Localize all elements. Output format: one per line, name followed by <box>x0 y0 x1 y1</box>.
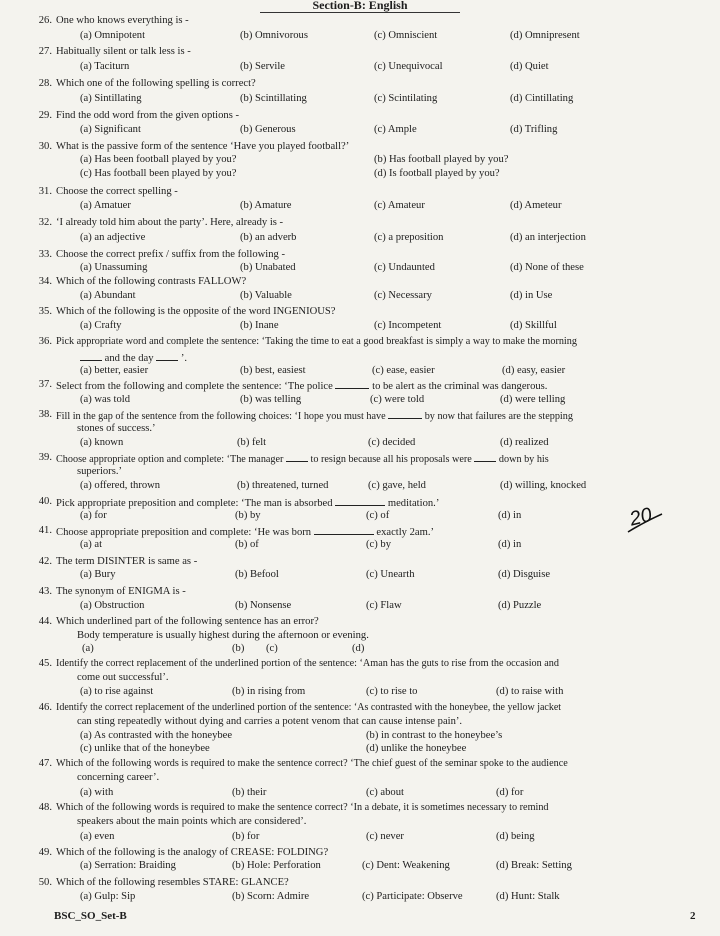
set-code: BSC_SO_Set-B <box>54 910 127 922</box>
options-31 <box>0 200 720 212</box>
question-text: Choose the correct prefix / suffix from the following - <box>56 249 285 260</box>
question-text: The synonym of ENIGMA is - <box>56 586 186 597</box>
question-text: What is the passive form of the sentence ‘Have you played football?’ <box>56 141 350 152</box>
question-29 <box>30 110 710 122</box>
question-number: 49. <box>38 847 52 858</box>
question-45-line2: come out successful’. <box>77 672 169 683</box>
option-d: (d) realized <box>500 437 549 448</box>
question-47 <box>30 758 720 770</box>
options-28 <box>0 93 720 105</box>
option-a: (a) As contrasted with the honeybee <box>80 730 233 741</box>
option-b: (b) their <box>232 787 267 798</box>
question-number: 37. <box>38 379 52 390</box>
question-text-b: exactly 2am.’ <box>376 527 435 538</box>
label-c: (c) <box>266 643 278 654</box>
option-a: (a) known <box>80 437 124 448</box>
option-b: (b) an adverb <box>240 232 297 243</box>
option-d: (d) unlike the honeybee <box>366 743 467 754</box>
option-a: (a) Bury <box>80 569 116 580</box>
options-29 <box>0 124 720 136</box>
option-a: (a) Unassuming <box>80 262 148 273</box>
question-34 <box>30 276 710 288</box>
question-number: 30. <box>38 141 52 152</box>
question-text <box>56 525 434 539</box>
option-c: (c) Has football been played by you? <box>80 168 237 179</box>
option-a: (a) Has been football played by you? <box>80 154 237 165</box>
option-a: (a) for <box>80 510 107 521</box>
option-c: (c) about <box>366 787 404 798</box>
question-38 <box>30 409 720 421</box>
option-b: (b) felt <box>237 437 267 448</box>
question-49 <box>30 847 710 859</box>
label-b: (b) <box>232 643 245 654</box>
option-c: (c) Flaw <box>366 600 402 611</box>
question-33 <box>30 249 710 261</box>
answer-blank <box>474 452 496 462</box>
option-c: (c) were told <box>370 394 425 405</box>
options-42 <box>0 569 720 581</box>
answer-blank <box>156 351 178 361</box>
question-text <box>56 496 439 510</box>
question-text <box>56 452 549 466</box>
option-a: (a) offered, thrown <box>80 480 161 491</box>
option-b: (b) Befool <box>235 569 279 580</box>
options-48 <box>0 831 720 843</box>
answer-blank <box>388 409 422 419</box>
option-b: (b) threatened, turned <box>237 480 329 491</box>
question-text-2b: ’. <box>180 353 187 364</box>
option-b: (b) Nonsense <box>235 600 292 611</box>
question-48 <box>30 802 720 814</box>
option-a: (a) at <box>80 539 103 550</box>
question-text: Which of the following words is required to make the sentence correct? ‘In a debate, it is sometimes necessary to remind <box>56 802 549 813</box>
question-26 <box>30 15 710 27</box>
question-27 <box>30 46 710 58</box>
options-39 <box>0 480 720 492</box>
option-b: (b) by <box>235 510 261 521</box>
question-number: 33. <box>38 249 52 260</box>
question-30 <box>30 141 710 153</box>
question-40 <box>30 496 630 508</box>
option-d: (d) Break: Setting <box>496 860 572 871</box>
question-35 <box>30 306 710 318</box>
question-46 <box>30 702 720 714</box>
question-number: 31. <box>38 186 52 197</box>
question-text-a: Pick appropriate preposition and complete: ‘The man is absorbed <box>56 498 333 509</box>
option-d: (d) being <box>496 831 535 842</box>
option-d: (d) Skillful <box>510 320 557 331</box>
option-c: (c) of <box>366 510 390 521</box>
question-number: 47. <box>38 758 52 769</box>
answer-blank <box>335 379 369 389</box>
question-text: Which of the following contrasts FALLOW? <box>56 276 247 287</box>
option-c: (c) Unequivocal <box>374 61 443 72</box>
question-44-labels <box>0 643 400 655</box>
question-number: 29. <box>38 110 52 121</box>
option-a: (a) Serration: Braiding <box>80 860 176 871</box>
option-c: (c) Ample <box>374 124 417 135</box>
option-c: (c) gave, held <box>368 480 426 491</box>
option-b: (b) was telling <box>240 394 302 405</box>
question-28 <box>30 78 710 90</box>
option-d: (d) Hunt: Stalk <box>496 891 560 902</box>
option-b: (b) Valuable <box>240 290 292 301</box>
option-a: (a) better, easier <box>80 365 149 376</box>
question-text-a: Select from the following and complete the sentence: ‘The police <box>56 381 333 392</box>
question-number: 34. <box>38 276 52 287</box>
option-d: (d) were telling <box>500 394 566 405</box>
option-c: (c) to rise to <box>366 686 418 697</box>
option-d: (d) None of these <box>510 262 584 273</box>
question-text-a: Choose appropriate preposition and complete: ‘He was born <box>56 527 312 538</box>
answer-blank <box>286 452 308 462</box>
page-number: 2 <box>690 910 696 922</box>
option-b: (b) Hole: Perforation <box>232 860 321 871</box>
option-d: (d) to raise with <box>496 686 564 697</box>
question-number: 38. <box>38 409 52 420</box>
options-38 <box>0 437 720 449</box>
question-number: 44. <box>38 616 52 627</box>
question-text: Which one of the following spelling is correct? <box>56 78 256 89</box>
option-b: (b) for <box>232 831 260 842</box>
options-50 <box>0 891 720 903</box>
option-b: (b) Servile <box>240 61 286 72</box>
question-text: Which of the following is the analogy of CREASE: FOLDING? <box>56 847 329 858</box>
option-b: (b) best, easiest <box>240 365 306 376</box>
handwritten-score-text: 20 <box>627 503 655 531</box>
option-d: (d) Disguise <box>498 569 551 580</box>
options-30-row1 <box>0 154 720 166</box>
options-36 <box>0 365 720 377</box>
question-text-b: meditation.’ <box>387 498 440 509</box>
option-a: (a) Significant <box>80 124 141 135</box>
option-d: (d) easy, easier <box>502 365 566 376</box>
question-46-line2: can sting repeatedly without dying and carries a potent venom that can cause intense pain’. <box>77 716 463 727</box>
question-number: 42. <box>38 556 52 567</box>
options-26 <box>0 30 720 42</box>
question-text-a: Fill in the gap of the sentence from the following choices: ‘I hope you must have <box>56 411 386 422</box>
option-b: (b) of <box>235 539 259 550</box>
handwritten-score-mark <box>626 498 666 538</box>
question-text: Pick appropriate word and complete the sentence: ‘Taking the time to eat a good breakfast is simply a way to make the morning <box>56 336 577 347</box>
question-48-line2: speakers about the main points which are considered’. <box>77 816 307 827</box>
question-number: 35. <box>38 306 52 317</box>
option-a: (a) an adjective <box>80 232 146 243</box>
option-b: (b) Scorn: Admire <box>232 891 310 902</box>
question-44-sentence: Body temperature is usually highest during the afternoon or evening. <box>77 630 369 641</box>
option-d: (d) for <box>496 787 524 798</box>
option-d: (d) willing, knocked <box>500 480 587 491</box>
question-32 <box>30 217 710 229</box>
option-d: (d) Ameteur <box>510 200 562 211</box>
option-d: (d) Is football played by you? <box>374 168 500 179</box>
options-27 <box>0 61 720 73</box>
question-text: One who knows everything is - <box>56 15 189 26</box>
options-43 <box>0 600 720 612</box>
option-b: (b) Unabated <box>240 262 296 273</box>
option-d: (d) in <box>498 539 522 550</box>
option-c: (c) ease, easier <box>372 365 435 376</box>
options-37 <box>0 394 720 406</box>
question-number: 27. <box>38 46 52 57</box>
question-text: ‘I already told him about the party’. Here, already is - <box>56 217 284 228</box>
question-number: 32. <box>38 217 52 228</box>
option-c: (c) Incompetent <box>374 320 442 331</box>
option-c: (c) unlike that of the honeybee <box>80 743 210 754</box>
options-49 <box>0 860 720 872</box>
option-a: (a) to rise against <box>80 686 154 697</box>
question-36-line2 <box>80 351 380 363</box>
option-a: (a) Obstruction <box>80 600 145 611</box>
question-47-line2: concerning career’. <box>77 772 160 783</box>
question-text: Identify the correct replacement of the underlined portion of the sentence: ‘As contrasted with the honeybee, the yellow jacket <box>56 702 562 713</box>
question-number: 46. <box>38 702 52 713</box>
option-d: (d) in Use <box>510 290 553 301</box>
option-c: (c) Unearth <box>366 569 415 580</box>
question-43 <box>30 586 710 598</box>
question-text: Habitually silent or talk less is - <box>56 46 191 57</box>
options-32 <box>0 232 720 244</box>
option-c: (c) never <box>366 831 404 842</box>
question-31 <box>30 186 710 198</box>
options-33 <box>0 262 720 274</box>
option-a: (a) Abundant <box>80 290 136 301</box>
option-c: (c) decided <box>368 437 416 448</box>
question-text-c: down by his <box>498 454 549 465</box>
question-text: Which underlined part of the following sentence has an error? <box>56 616 319 627</box>
option-c: (c) a preposition <box>374 232 444 243</box>
question-number: 40. <box>38 496 52 507</box>
question-text: Identify the correct replacement of the underlined portion of the sentence: ‘Aman has the guts to rise from the occasion and <box>56 658 559 669</box>
option-c: (c) Dent: Weakening <box>362 860 450 871</box>
question-50 <box>30 877 710 889</box>
option-a: (a) Amatuer <box>80 200 131 211</box>
option-b: (b) in rising from <box>232 686 306 697</box>
option-a: (a) Omnipotent <box>80 30 146 41</box>
question-number: 41. <box>38 525 52 536</box>
question-text: The term DISINTER is same as - <box>56 556 198 567</box>
answer-blank <box>314 525 374 535</box>
answer-blank <box>335 496 385 506</box>
question-number: 39. <box>38 452 52 463</box>
options-40 <box>0 510 620 522</box>
option-a: (a) even <box>80 831 115 842</box>
option-b: (b) Generous <box>240 124 296 135</box>
question-36 <box>30 336 720 348</box>
options-41 <box>0 539 620 551</box>
option-b: (b) Amature <box>240 200 292 211</box>
option-a: (a) Sintillating <box>80 93 142 104</box>
question-39 <box>30 452 720 464</box>
question-text-b: to resign because all his proposals were <box>310 454 472 465</box>
question-number: 26. <box>38 15 52 26</box>
option-b: (b) Omnivorous <box>240 30 308 41</box>
option-d: (d) an interjection <box>510 232 586 243</box>
options-46-row1 <box>0 730 720 742</box>
question-text: Find the odd word from the given options - <box>56 110 240 121</box>
option-c: (c) Scintilating <box>374 93 438 104</box>
option-a: (a) Crafty <box>80 320 122 331</box>
question-text: Which of the following is the opposite of the word INGENIOUS? <box>56 306 336 317</box>
label-a: (a) <box>82 643 94 654</box>
option-c: (c) Participate: Observe <box>362 891 463 902</box>
option-d: (d) Puzzle <box>498 600 542 611</box>
question-37 <box>30 379 720 391</box>
question-45 <box>30 658 720 670</box>
section-header: Section-B: English <box>260 0 460 13</box>
question-44 <box>30 616 710 628</box>
options-45 <box>0 686 720 698</box>
options-30-row2 <box>0 168 720 180</box>
option-d: (d) Quiet <box>510 61 549 72</box>
options-35 <box>0 320 720 332</box>
question-number: 45. <box>38 658 52 669</box>
question-42 <box>30 556 710 568</box>
option-c: (c) Necessary <box>374 290 432 301</box>
option-a: (a) Taciturn <box>80 61 130 72</box>
option-b: (b) Inane <box>240 320 279 331</box>
question-text <box>56 409 573 423</box>
question-number: 48. <box>38 802 52 813</box>
label-d: (d) <box>352 643 365 654</box>
options-34 <box>0 290 720 302</box>
option-d: (d) Cintillating <box>510 93 574 104</box>
question-text <box>56 379 547 393</box>
question-text: Which of the following resembles STARE: GLANCE? <box>56 877 289 888</box>
option-d: (d) Omnipresent <box>510 30 580 41</box>
option-c: (c) Amateur <box>374 200 425 211</box>
option-d: (d) in <box>498 510 522 521</box>
question-number: 36. <box>38 336 52 347</box>
question-text-b: to be alert as the criminal was dangerous. <box>372 381 548 392</box>
question-41 <box>30 525 630 537</box>
question-text-2a: and the day <box>104 353 154 364</box>
option-c: (c) by <box>366 539 391 550</box>
answer-blank <box>80 351 102 361</box>
question-number: 50. <box>38 877 52 888</box>
question-number: 28. <box>38 78 52 89</box>
option-a: (a) Gulp: Sip <box>80 891 136 902</box>
question-text-b: by now that failures are the stepping <box>424 411 573 422</box>
question-text-a: Choose appropriate option and complete: ‘The manager <box>56 454 284 465</box>
option-d: (d) Trifling <box>510 124 558 135</box>
question-38-line2: stones of success.’ <box>77 423 156 434</box>
option-c: (c) Omniscient <box>374 30 438 41</box>
options-47 <box>0 787 720 799</box>
option-a: (a) was told <box>80 394 131 405</box>
question-number: 43. <box>38 586 52 597</box>
options-46-row2 <box>0 743 720 755</box>
option-b: (b) Scintillating <box>240 93 307 104</box>
question-39-line2: superiors.’ <box>77 466 123 477</box>
question-text: Which of the following words is required to make the sentence correct? ‘The chief guest of the seminar spoke to the audience <box>56 758 568 769</box>
option-b: (b) Has football played by you? <box>374 154 509 165</box>
option-a: (a) with <box>80 787 114 798</box>
option-b: (b) in contrast to the honeybee’s <box>366 730 503 741</box>
question-text: Choose the correct spelling - <box>56 186 178 197</box>
option-c: (c) Undaunted <box>374 262 435 273</box>
